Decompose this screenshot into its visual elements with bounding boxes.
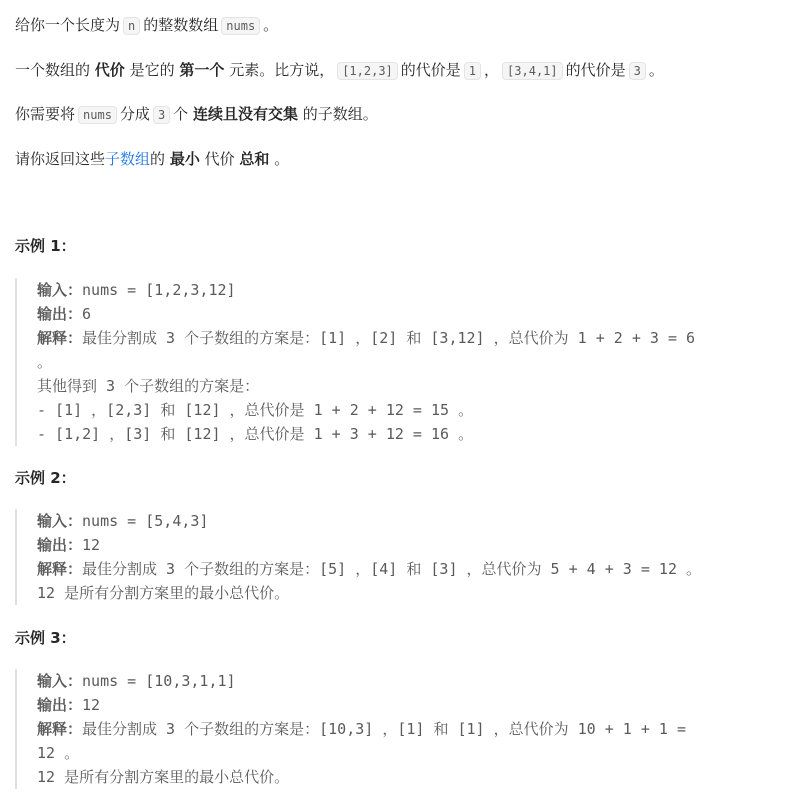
explanation-line: 。 [37, 353, 53, 371]
example-3-block [15, 669, 785, 789]
example-explanation [37, 717, 785, 741]
explanation-line: - [1] ，[2,3] 和 [12] ，总代价是 1 + 2 + 12 = 15 。 [37, 401, 474, 419]
text: 是它的 [129, 61, 175, 79]
text: 代价 [204, 150, 235, 168]
example-output [37, 693, 785, 717]
explanation-label: 解释： [37, 720, 83, 738]
text: 的整数数组 [143, 16, 219, 34]
text: 的 [150, 150, 166, 168]
text: 请你返回这些 [15, 150, 106, 168]
input-value: nums = [10,3,1,1] [82, 672, 236, 690]
example-2-title: 示例 2： [15, 469, 76, 487]
description-paragraph-4 [15, 146, 289, 172]
bold-text: 最小 [169, 150, 200, 168]
example-input [37, 509, 785, 533]
subarray-link[interactable]: 子数组 [105, 150, 151, 168]
inline-code: 3 [629, 62, 646, 80]
output-value: 12 [82, 536, 101, 554]
input-label: 输入： [37, 672, 83, 690]
example-input [37, 669, 785, 693]
explanation-text: 最佳分割成 3 个子数组的方案是：[10,3] ，[1] 和 [1] ，总代价为 10 + 1 + 1 = [82, 720, 687, 738]
example-explanation [37, 557, 785, 581]
bold-text: 代价 [94, 61, 125, 79]
text: 元素。比方说， [229, 61, 335, 79]
example-output [37, 302, 785, 326]
explanation-label: 解释： [37, 329, 83, 347]
output-label: 输出： [37, 536, 83, 554]
inline-code: 1 [464, 62, 481, 80]
text: 你需要将 [15, 105, 76, 123]
input-label: 输入： [37, 281, 83, 299]
input-value: nums = [5,4,3] [82, 512, 209, 530]
example-explanation [37, 326, 785, 350]
inline-code: [3,4,1] [502, 62, 563, 80]
text: 的代价是 [565, 61, 626, 79]
explanation-text: 最佳分割成 3 个子数组的方案是：[5] ，[4] 和 [3] ，总代价为 5 + 4 + 3 = 12 。 [82, 560, 702, 578]
explanation-line: 其他得到 3 个子数组的方案是： [37, 377, 260, 395]
description-paragraph-3 [15, 101, 378, 128]
text: 。 [274, 150, 290, 168]
explanation-line: - [1,2] ，[3] 和 [12] ，总代价是 1 + 3 + 12 = 16 。 [37, 425, 474, 443]
text: 分成 [119, 105, 150, 123]
description-paragraph-2 [15, 57, 664, 84]
inline-code: nums [78, 106, 117, 124]
inline-code: n [123, 17, 140, 35]
output-label: 输出： [37, 696, 83, 714]
inline-code: nums [221, 17, 260, 35]
output-label: 输出： [37, 305, 83, 323]
text: 。 [648, 61, 664, 79]
bold-text: 连续且没有交集 [192, 105, 298, 123]
explanation-text: 最佳分割成 3 个子数组的方案是：[1] ，[2] 和 [3,12] ，总代价为 1 + 2 + 3 = 6 [82, 329, 696, 347]
example-2-block [15, 509, 785, 605]
explanation-label: 解释： [37, 560, 83, 578]
bold-text: 总和 [239, 150, 270, 168]
text: 的代价是 [400, 61, 461, 79]
input-label: 输入： [37, 512, 83, 530]
text: 一个数组的 [15, 61, 91, 79]
bold-text: 第一个 [179, 61, 225, 79]
input-value: nums = [1,2,3,12] [82, 281, 236, 299]
example-1-block [15, 278, 785, 446]
example-output [37, 533, 785, 557]
output-value: 12 [82, 696, 101, 714]
explanation-line: 12 是所有分割方案里的最小总代价。 [37, 768, 290, 786]
inline-code: 3 [153, 106, 170, 124]
text: 个 [173, 105, 189, 123]
text: 。 [263, 16, 279, 34]
inline-code: [1,2,3] [337, 62, 398, 80]
example-1-title: 示例 1： [15, 237, 76, 255]
example-3-title: 示例 3： [15, 629, 76, 647]
text: 的子数组。 [302, 105, 378, 123]
description-paragraph-1 [15, 12, 278, 39]
text: 给你一个长度为 [15, 16, 121, 34]
output-value: 6 [82, 305, 92, 323]
example-input [37, 278, 785, 302]
explanation-line: 12 是所有分割方案里的最小总代价。 [37, 584, 290, 602]
explanation-line: 12 。 [37, 744, 80, 762]
text: ， [484, 61, 500, 79]
